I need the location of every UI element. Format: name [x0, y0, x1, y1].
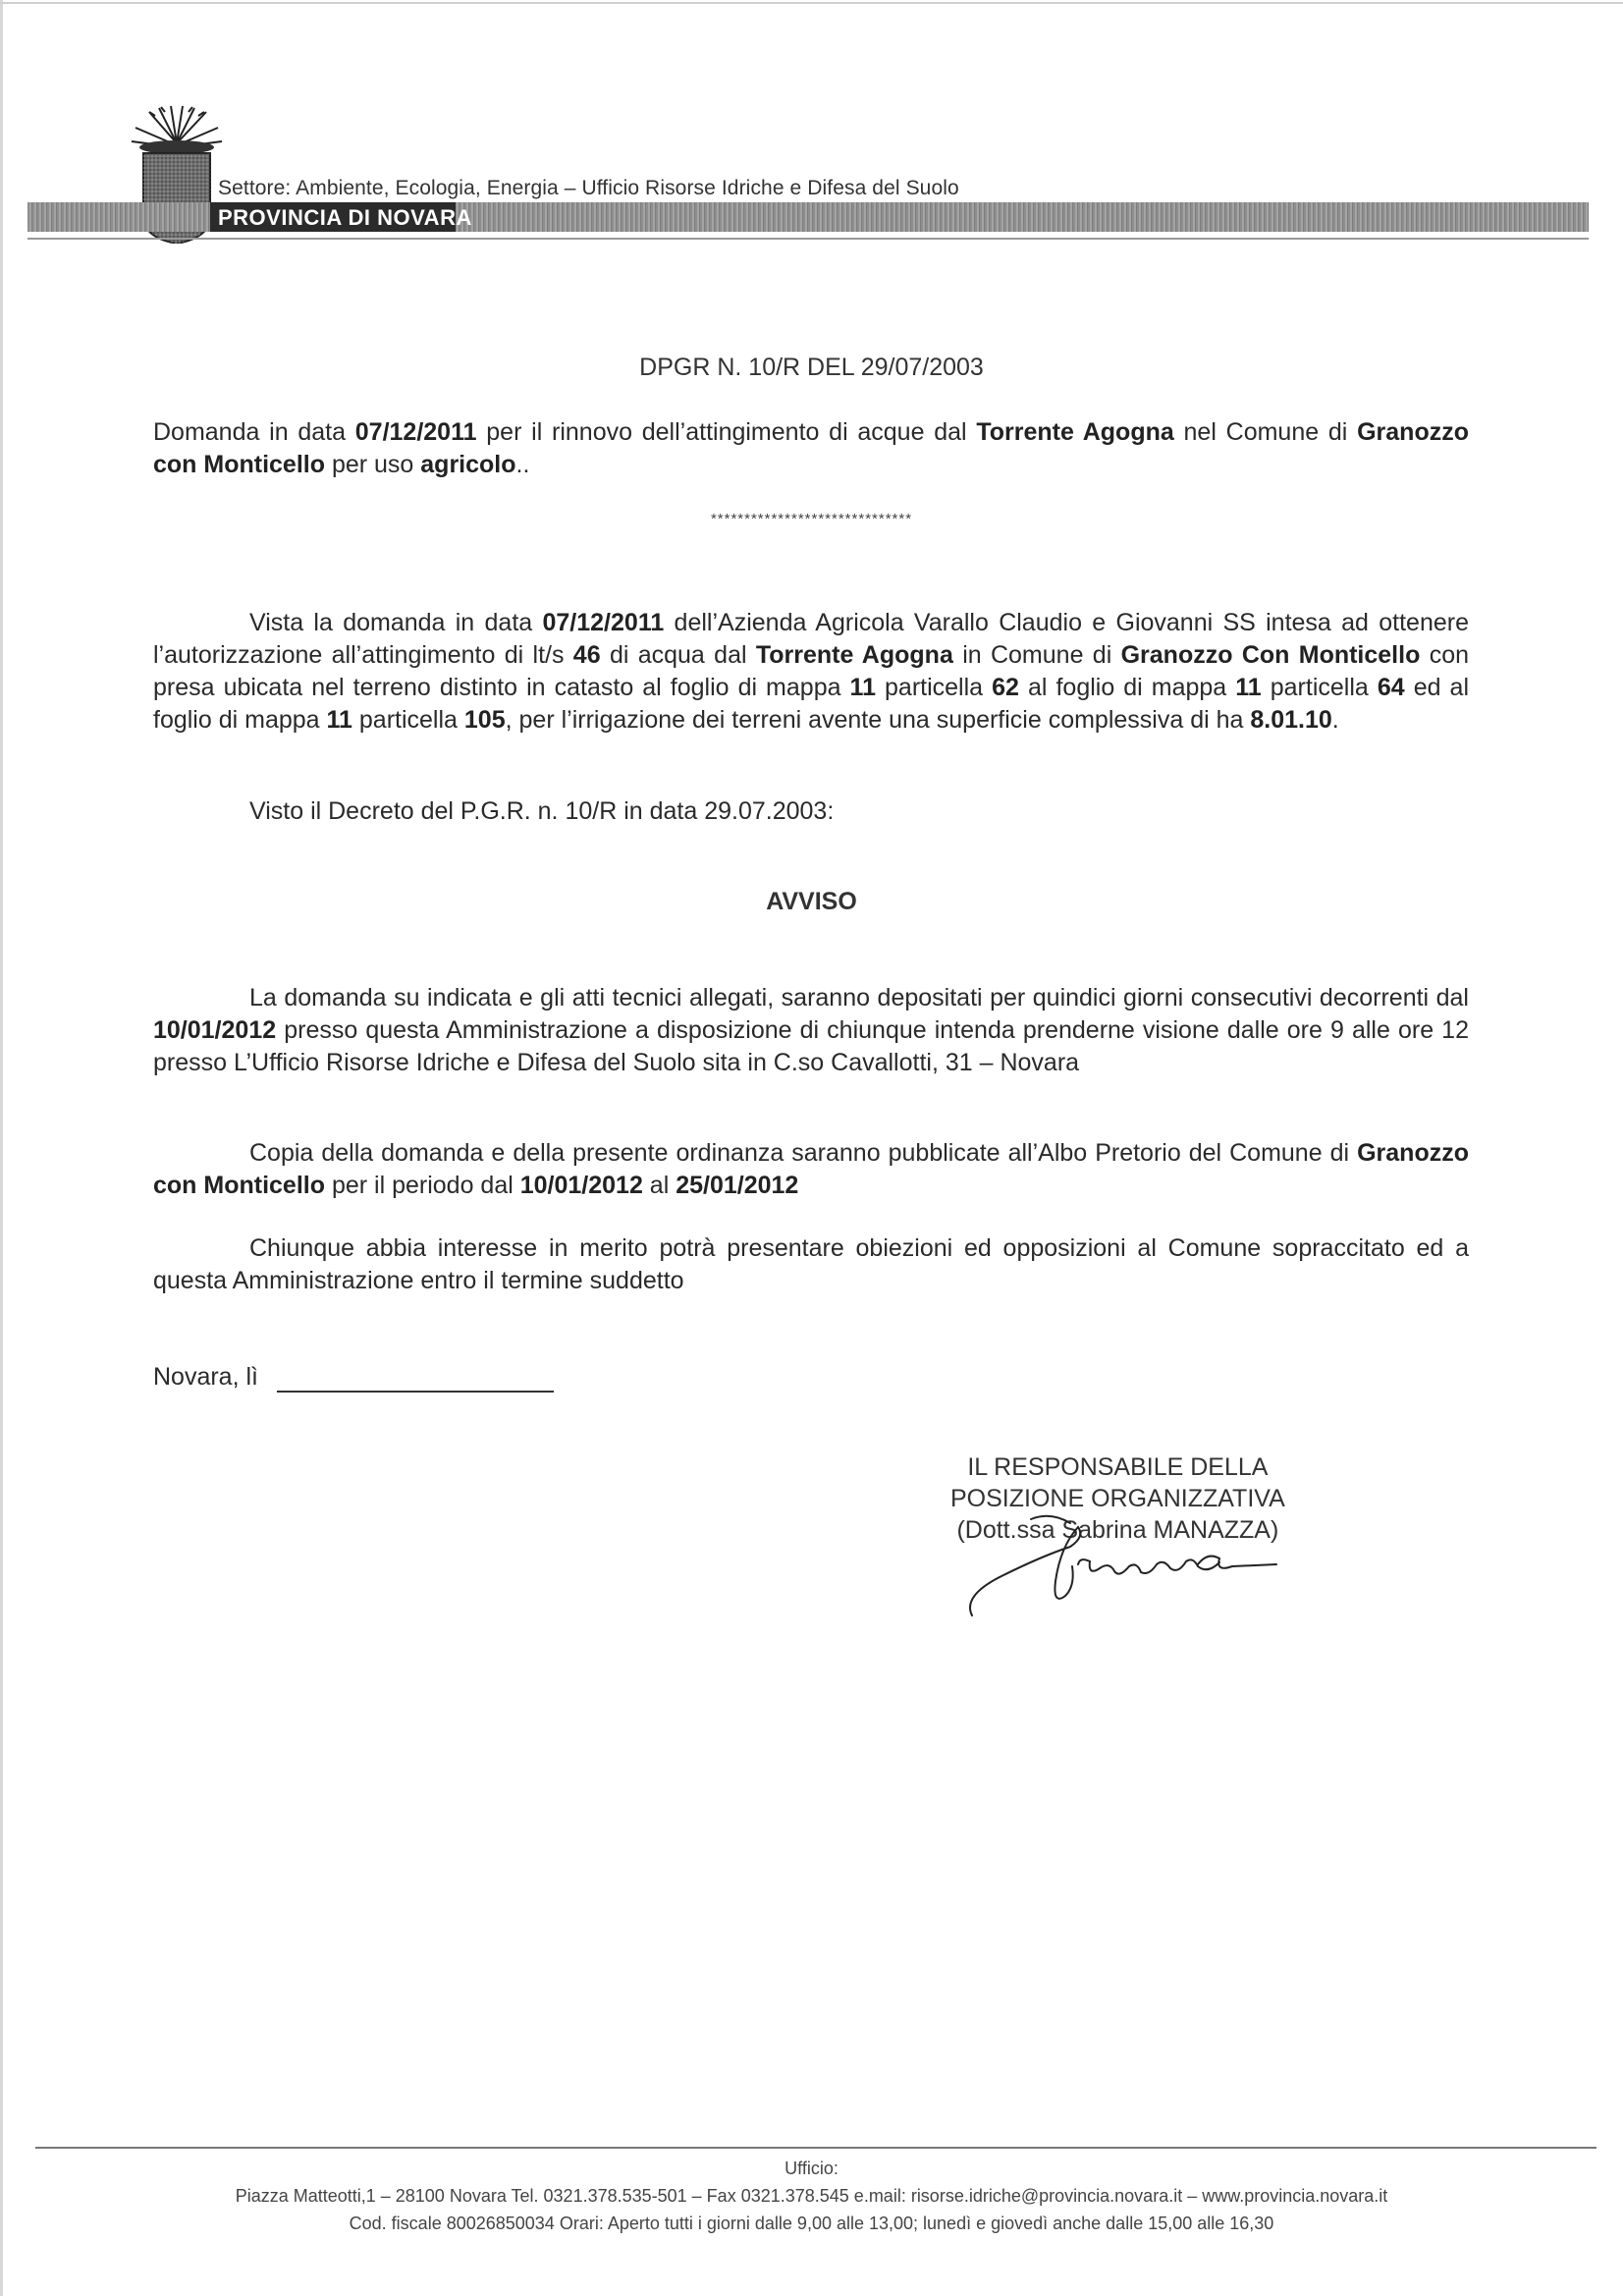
- footer-rule: [35, 2147, 1596, 2149]
- handwritten-signature: [962, 1507, 1296, 1625]
- footer-fiscal-hours: Cod. fiscale 80026850034 Orari: Aperto tutti i giorni dalle 9,00 alle 13,00; lunedì e giovedì anche dalle 15,00 alle 16,30: [349, 2214, 1274, 2233]
- avviso-title: AVVISO: [766, 888, 857, 915]
- footer-office-label: Ufficio:: [784, 2159, 839, 2178]
- use-type: agricolo: [420, 451, 516, 478]
- date-blank-line: [277, 1391, 554, 1393]
- deposit-paragraph: La domanda su indicata e gli atti tecnici allegati, saranno depositati per quindici giorni consecutivi decorrenti dal 10/01/2012 presso questa Amministrazione a disposizione di chiunque intenda prenderne visione dalle ore 9 alle ore 12 presso L’Ufficio Risorse Idriche e Difesa del Suolo sita in C.so Cavallotti, 31 – Novara: [153, 984, 1469, 1076]
- province-name: PROVINCIA DI NOVARA: [218, 205, 472, 230]
- visto-line: Visto il Decreto del P.G.R. n. 10/R in data 29.07.2003:: [249, 797, 835, 825]
- vista-paragraph: Vista la domanda in data 07/12/2011 dell’Azienda Agricola Varallo Claudio e Giovanni SS intesa ad ottenere l’autorizzazione all’attingimento di lt/s 46 di acqua dal Torrente Agogna in Comune di Granozzo Con Monticello con presa ubicata nel terreno distinto in catasto al foglio di mappa 11 particella 62 al foglio di mappa 11 particella 64 ed al foglio di mappa 11 particella 105, per l’irrigazione dei terreni avente una superficie complessiva di ha 8.01.10.: [153, 609, 1469, 734]
- subject-paragraph: Domanda in data 07/12/2011 per il rinnovo dell’attingimento di acque dal Torrente Agogna nel Comune di Granozzo con Monticello per uso agricolo..: [153, 418, 1469, 478]
- header-underline: [27, 238, 1589, 240]
- publication-paragraph: Copia della domanda e della presente ordinanza saranno pubblicate all’Albo Pretorio del Comune di Granozzo con Monticello per il periodo dal 10/01/2012 al 25/01/2012: [153, 1139, 1469, 1199]
- signatory-name: (Dott.ssa Sabrina MANAZZA): [956, 1516, 1279, 1544]
- sector-heading: Settore: Ambiente, Ecologia, Energia – Ufficio Risorse Idriche e Difesa del Suolo: [218, 177, 959, 199]
- document-reference: DPGR N. 10/R DEL 29/07/2003: [639, 354, 984, 381]
- objections-paragraph: Chiunque abbia interesse in merito potrà presentare obiezioni ed opposizioni al Comune sopraccitato ed a questa Amministrazione entro il termine suddetto: [153, 1234, 1469, 1294]
- page-edge: [0, 0, 3, 2296]
- signatory-title-1: IL RESPONSABILE DELLA: [967, 1453, 1269, 1481]
- separator-stars: ******************************: [710, 511, 913, 527]
- footer-address: Piazza Matteotti,1 – 28100 Novara Tel. 0321.378.535-501 – Fax 0321.378.545 e.mail: risorse.idriche@provincia.novara.it – www.provincia.novara.it: [235, 2186, 1388, 2206]
- top-scan-rule: [0, 2, 1623, 4]
- river-name: Torrente Agogna: [976, 418, 1174, 446]
- application-date: 07/12/2011: [354, 418, 477, 446]
- comune-name: Granozzo con Monticello: [153, 418, 1469, 478]
- signatory-title-2: POSIZIONE ORGANIZZATIVA: [950, 1485, 1285, 1512]
- place-date-label: Novara, lì: [153, 1363, 258, 1391]
